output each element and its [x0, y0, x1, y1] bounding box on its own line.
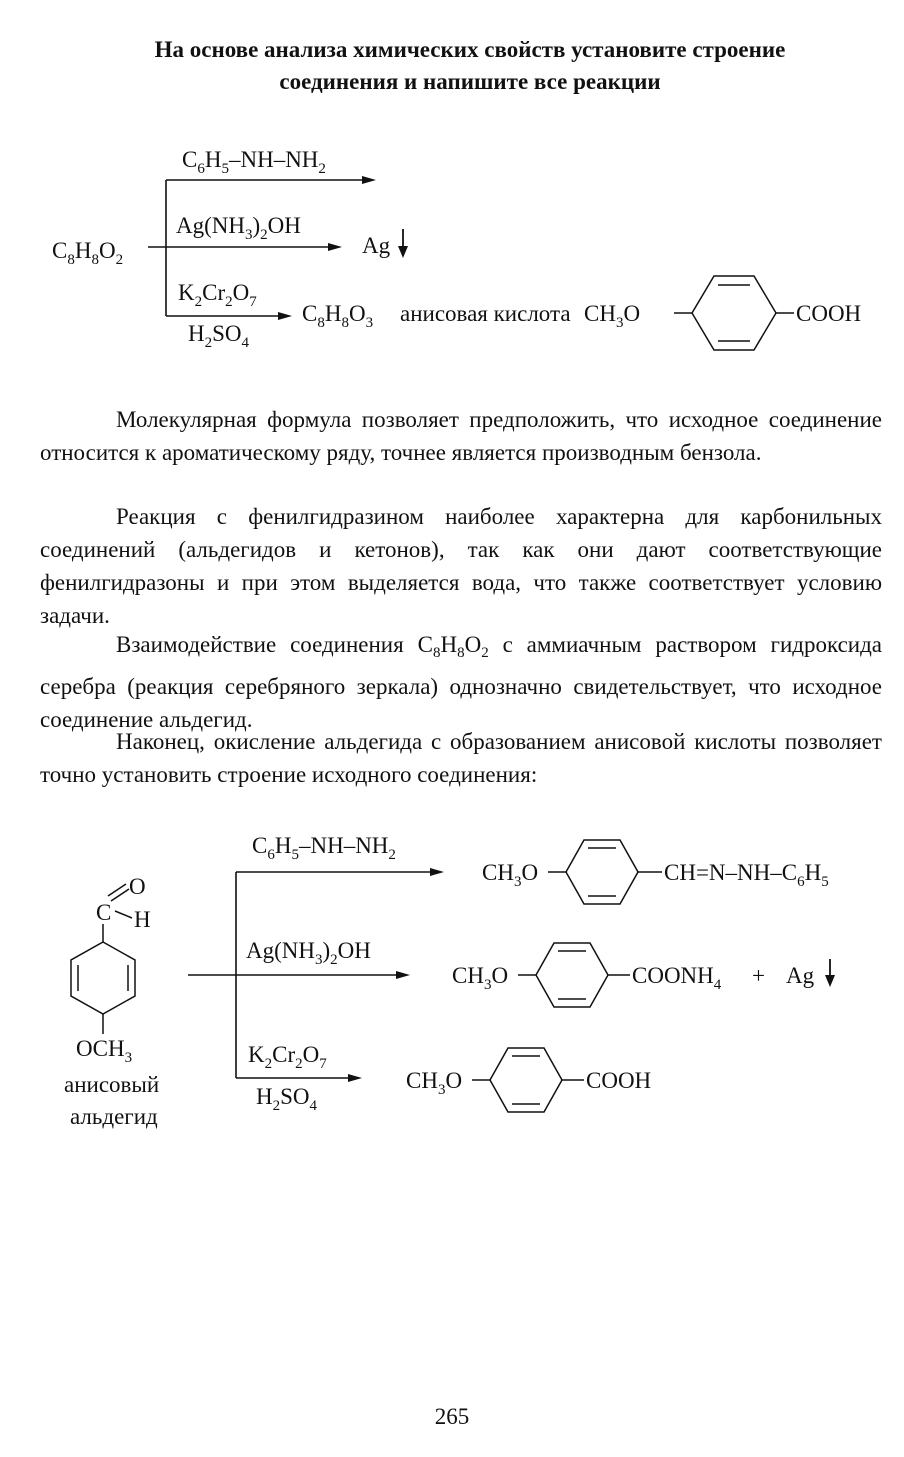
scheme2-reagent-3-bottom: $H_2SO_4$ [256, 1084, 318, 1114]
product-1-benzene-ring [566, 840, 638, 904]
anisaldehyde-structure [71, 874, 151, 1066]
scheme1-reagent-3-bottom: $H_2SO_4$ [188, 321, 250, 351]
scheme1-structure-left: $CH_3O$ [584, 301, 641, 331]
scheme2-product-3-right: COOH [586, 1068, 652, 1093]
svg-text:H: H [134, 907, 151, 932]
scheme1-reagent-1: $C_6H_5-NH-NH_2$ [182, 147, 326, 177]
scheme2-product-2-ag: Ag [786, 963, 815, 988]
reaction-scheme-2 [0, 820, 904, 1140]
product-2-benzene-ring [536, 943, 608, 1007]
scheme1-start-formula: $C_8H_8O_2$ [52, 238, 124, 268]
scheme2-reagent-1: $C_6H_5-NH-NH_2$ [252, 833, 396, 863]
scheme1-product-ag: Ag [362, 233, 391, 258]
scheme2-reagent-3-top: $K_2Cr_2O_7$ [248, 1042, 327, 1072]
scheme1-structure-right: COOH [796, 301, 862, 326]
svg-text:OCH3: $OCH_3$ [76, 1036, 133, 1066]
page-title [40, 34, 900, 98]
paragraph-3-before: Взаимодействие соединения [116, 632, 404, 657]
scheme2-product-2-right: $COONH_4$ [632, 963, 722, 993]
scheme1-benzene-ring [692, 276, 776, 350]
product-3-benzene-ring [490, 1048, 562, 1112]
paragraph-4: Наконец, окисление альдегида с образованием анисовой кислоты позволяет точно установить строение исходного соединения: [40, 729, 882, 787]
svg-text:O: O [129, 874, 146, 899]
page-number: 265 [434, 1404, 470, 1429]
paragraph-2: Реакция с фенилгидразином наиболее характерна для карбонильных соединений (альдегидов и кетонов), так как они дают соответствующие фенилгидразоны и при этом выделяется вода, что также соответствует условию задачи. [40, 504, 882, 628]
svg-text:C: C [96, 900, 112, 925]
paragraph-3: Взаимодействие соединения $C_8H_8O_2$ с аммиачным раствором гидроксида серебра (реакция серебряного зеркала) однозначно свидетельствует, что исходное соединение альдегид. [40, 632, 883, 732]
paragraph-3-after: с аммиачным раствором гидроксида серебра (реакция серебряного зеркала) однозначно свидетельствует, что исходное соединение альдегид. [40, 632, 883, 732]
scheme2-product-2-plus: + [752, 963, 765, 988]
anisaldehyde-name-line-2: альдегид [70, 1104, 158, 1129]
scheme1-product-3-name: анисовая кислота [400, 301, 571, 326]
scheme2-product-3-left: $CH_3O$ [406, 1068, 463, 1098]
paragraph-1: Молекулярная формула позволяет предположить, что исходное соединение относится к ароматическому ряду, точнее является производным бензола. [40, 407, 882, 465]
scheme2-product-1-right: $CH=N-NH-C_6H_5$ [664, 860, 829, 890]
scheme2-reagent-2: $Ag(NH_3)_2OH$ [246, 938, 371, 968]
title-line-1: На основе анализа химических свойств установите строение [154, 37, 786, 62]
scheme2-product-1-left: $CH_3O$ [482, 860, 539, 890]
scheme1-reagent-2: $Ag(NH_3)_2OH$ [176, 213, 301, 243]
anisaldehyde-name-line-1: анисовый [64, 1072, 160, 1097]
reaction-scheme-1 [0, 130, 904, 360]
title-line-2: соединения и напишите все реакции [279, 69, 661, 94]
scheme1-product-3: $C_8H_8O_3$ [302, 301, 374, 331]
scheme1-reagent-3-top: $K_2Cr_2O_7$ [178, 280, 257, 310]
scheme2-product-2-left: $CH_3O$ [452, 963, 509, 993]
